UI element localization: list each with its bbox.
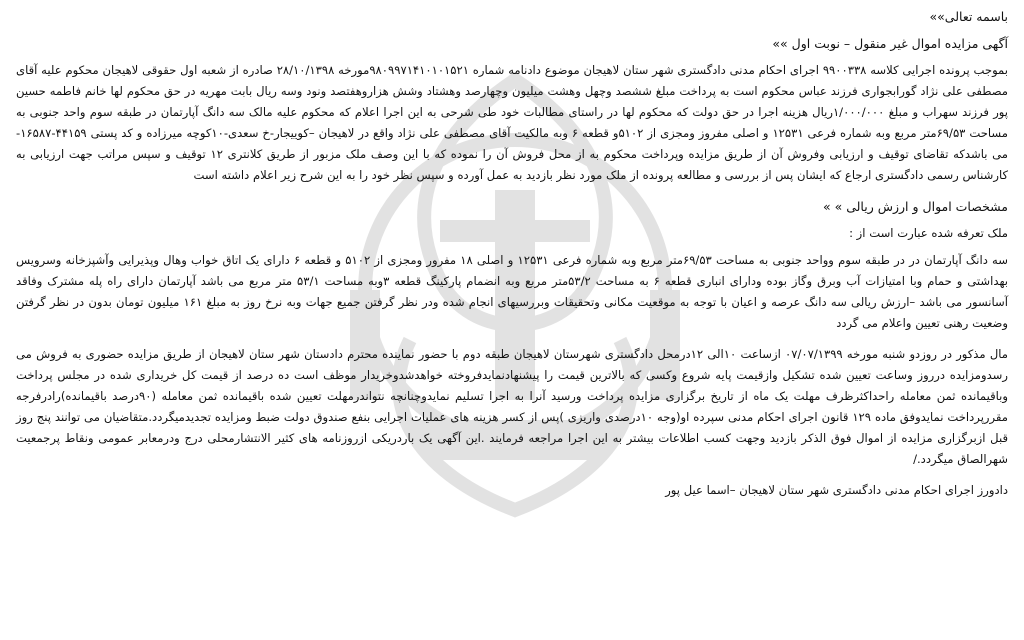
property-heading: ملک تعرفه شده عبارت است از : — [849, 226, 1008, 240]
property-description: سه دانگ آپارتمان در در طبقه سوم وواحد جنوبی به مساحت ۶۹/۵۳متر مربع وبه شماره فرعی ۱۲۵۳۱ و اصلی ۱۸ مفرور ومجزی از ۵۱۰۲ و قطعه ۶ دارای یک اتاق خواب وهال وپذیرایی وآشپزخانه وسرویس بهداشتی و حمام وبا امتیازات آب وبرق وگاز بوده ودارای انباری قطعه ۶ به مساحت ۵۳/۲متر مربع وبه انضمام پارکینگ قطعه ۳وبه مساحت ۵۳/۱ متر مربع می باشد آپارتمان دارای راه پله مشترک وفاقد آسانسور می باشد –ارزش ریالی سه دانگ عرصه و اعیان با توجه به موقعیت مکانی وتحقیقات وبررسیهای انجام شده ودر نظر گرفتن جمیع جهات وبه نرخ روز به مبلغ ۱۶۱ میلیون تومان بدون در نظر گرفتن وضعیت رهنی تعیین واعلام می گردد — [16, 253, 1009, 330]
notice-title: آگهی مزایده اموال غیر منقول – نوبت اول »» — [772, 36, 1008, 51]
notice-content — [16, 6, 1008, 501]
auction-terms-paragraph: مال مذکور در روزدو شنبه مورخه ۰۷/۰۷/۱۳۹۹ ازساعت ۱۰الی ۱۲درمحل دادگستری شهرستان لاهیجان طبقه دوم با حضور نماینده محترم دادستان شهر ستان لاهیجان از طریق مزایده حضوری به فروش می رسدومزایده درروز وساعت تعیین شده تشکیل وازقیمت پایه شروع وکسی که بالاترین قیمت را پیشنهادنمایدفروخته خواهدشدوخریدار موظف است ده درصد از قیمت کل خریداری شده در مجلس پرداخت وباقیمانده ثمن معامله راحداکثرظرف مهلت یک ماه از تاریخ برگزاری مزایده پرداخت ورسید آنرا به اجرا تسلیم نمایدوچنانچه نتواندرمهلت تعیین شده باقیمانده ثمن معامله (۹۰درصد باقیمانده)رادرفرجه مقررپرداخت نمایدوفق ماده ۱۲۹ قانون اجرای احکام مدنی سپرده او(وجه ۱۰درصدی واریزی )پس از کسر هزینه های عملیات اجرایی بنفع صندوق دولت ضبط ومزایده تجدیدمیگردد.متقاضیان می توانند پنج روز قبل ازبرگزاری مزایده از اموال فوق الذکر بازدید وجهت کسب اطلاعات بیشتر به این اجرا مراجعه فرمایند .این آگهی یک باردریکی ازروزنامه های کثیر الانتشارمحلی درج ودرمعابر عمومی ونقاط پرجمعیت شهرالصاق میگردد./ — [16, 347, 1008, 466]
intro-paragraph: بموجب پرونده اجرایی کلاسه ۹۹۰۰۳۳۸ اجرای احکام مدنی دادگستری شهر ستان لاهیجان موضوع دادنامه شماره ۹۸۰۹۹۷۱۴۱۰۱۰۱۵۲۱مورخه ۲۸/۱۰/۱۳۹۸ صادره از شعبه اول حقوقی لاهیجان محکوم علیه آقای مصطفی علی نژاد گورابجواری فرزند عباس محکوم است به پرداخت مبلغ ششصد وچهل وهشت میلیون وچهارصد وهشتاد وشش هزاروهفتصد ونود وسه ریال بابت مهریه در حق محکوم لها خانم فاطمه حسین پور فرزند سهراب و مبلغ ۱/۰۰۰/۰۰۰ریال هزینه اجرا در حق دولت که محکوم لها در راستای مطالبات خود طی شرحی به این اجرا اعلام که محکوم علیه مالک سه دانگ آپارتمان در طبقه سوم واحد جنوبی به مساحت ۶۹/۵۳متر مربع وبه شماره فرعی ۱۲۵۳۱ و اصلی مفروز ومجزی از ۵۱۰۲و قطعه ۶ وبه مالکیت آقای مصطفی علی نژاد واقع در لاهیجان –کوییجار-خ سعدی-۱۰کوچه میرزاده و کد پستی ۴۴۱۵۹-۱۶۵۸۷- می باشدکه تقاضای توقیف و ارزیابی وفروش آن از طریق مزایده وپرداخت محکوم به از محل فروش آن را نموده که با این وصف ملک مزبور از طریق کلانتری ۱۲ توقیف و سپس مراتب جهت ارزیابی به کارشناس رسمی دادگستری ارجاع که ایشان پس از بررسی و مطالعه پرونده از ملک مورد نظر بازدید به عمل آورده و سپس نظر خود را به این شرح زیر اعلام داشته است — [16, 63, 1009, 182]
signature-line: دادورز اجرای احکام مدنی دادگستری شهر ستان لاهیجان –اسما عیل پور — [665, 483, 1008, 497]
specs-heading: مشخصات اموال و ارزش ریالی » » — [822, 199, 1008, 214]
invocation: باسمه تعالی»» — [929, 9, 1008, 24]
